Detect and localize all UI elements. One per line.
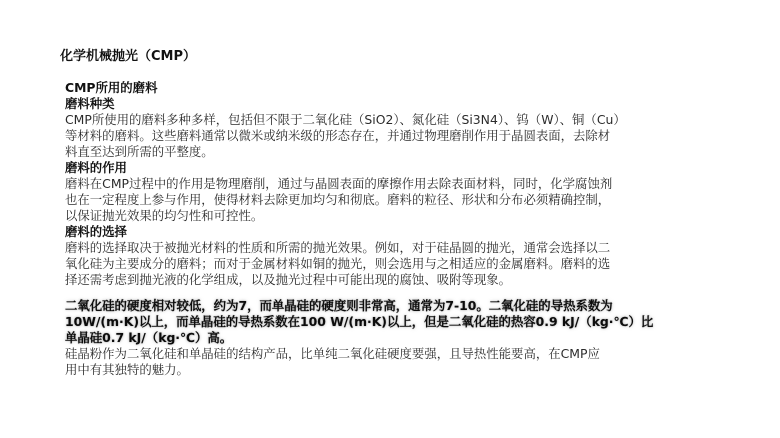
text-line: 磨料在CMP过程中的作用是物理磨削，通过与晶圆表面的摩擦作用去除表面材料，同时，化学腐蚀剂 (65, 176, 613, 191)
slide-title: 化学机械抛光（CMP） (60, 49, 197, 64)
text-line: 等材料的磨料。这些磨料通常以微米或纳米级的形态存在，并通过物理磨削作用于晶圆表面，去除材 (65, 128, 611, 143)
role-paragraph (65, 176, 715, 224)
text-line: 以保证抛光效果的均匀性和可控性。 (65, 208, 264, 223)
spacer (65, 288, 715, 298)
text-line: 单晶硅0.7 kJ/（kg·℃）高。 (65, 330, 233, 345)
text-line: 氧化硅为主要成分的磨料；而对于金属材料如铜的抛光，则会选用与之相适应的金属磨料。磨料的选 (65, 256, 611, 271)
conclusion-paragraph (65, 346, 715, 378)
types-heading: 磨料种类 (65, 96, 115, 111)
text-line: 磨料的选择取决于被抛光材料的性质和所需的抛光效果。例如，对于硅晶圆的抛光，通常会选择以二 (65, 240, 611, 255)
highlight-paragraph (65, 298, 715, 346)
role-heading: 磨料的作用 (65, 160, 127, 175)
slide-body (65, 80, 715, 378)
types-paragraph (65, 112, 715, 160)
text-line: 择还需考虑到抛光液的化学组成，以及抛光过程中可能出现的腐蚀、吸附等现象。 (65, 272, 512, 287)
text-line: 硅晶粉作为二氧化硅和单晶硅的结构产品，比单纯二氧化硅硬度要强，且导热性能要高，在CMP应 (65, 346, 600, 361)
text-line: CMP所使用的磨料多种多样，包括但不限于二氧化硅（SiO2）、氮化硅（Si3N4）、钨（W）、铜（Cu） (65, 112, 626, 127)
selection-paragraph (65, 240, 715, 288)
text-line: 料直至达到所需的平整度。 (65, 144, 214, 159)
text-line: 用中有其独特的魅力。 (65, 362, 189, 377)
selection-heading: 磨料的选择 (65, 224, 127, 239)
text-line: 也在一定程度上参与作用，使得材料去除更加均匀和彻底。磨料的粒径、形状和分布必须精确控制， (65, 192, 611, 207)
section-heading: CMP所用的磨料 (65, 80, 158, 95)
text-line: 二氧化硅的硬度相对较低，约为7，而单晶硅的硬度则非常高，通常为7-10。二氧化硅的导热系数为 (65, 298, 613, 313)
text-line: 10W/(m·K)以上，而单晶硅的导热系数在100 W/(m·K)以上，但是二氧化硅的热容0.9 kJ/（kg·℃）比 (65, 314, 654, 329)
